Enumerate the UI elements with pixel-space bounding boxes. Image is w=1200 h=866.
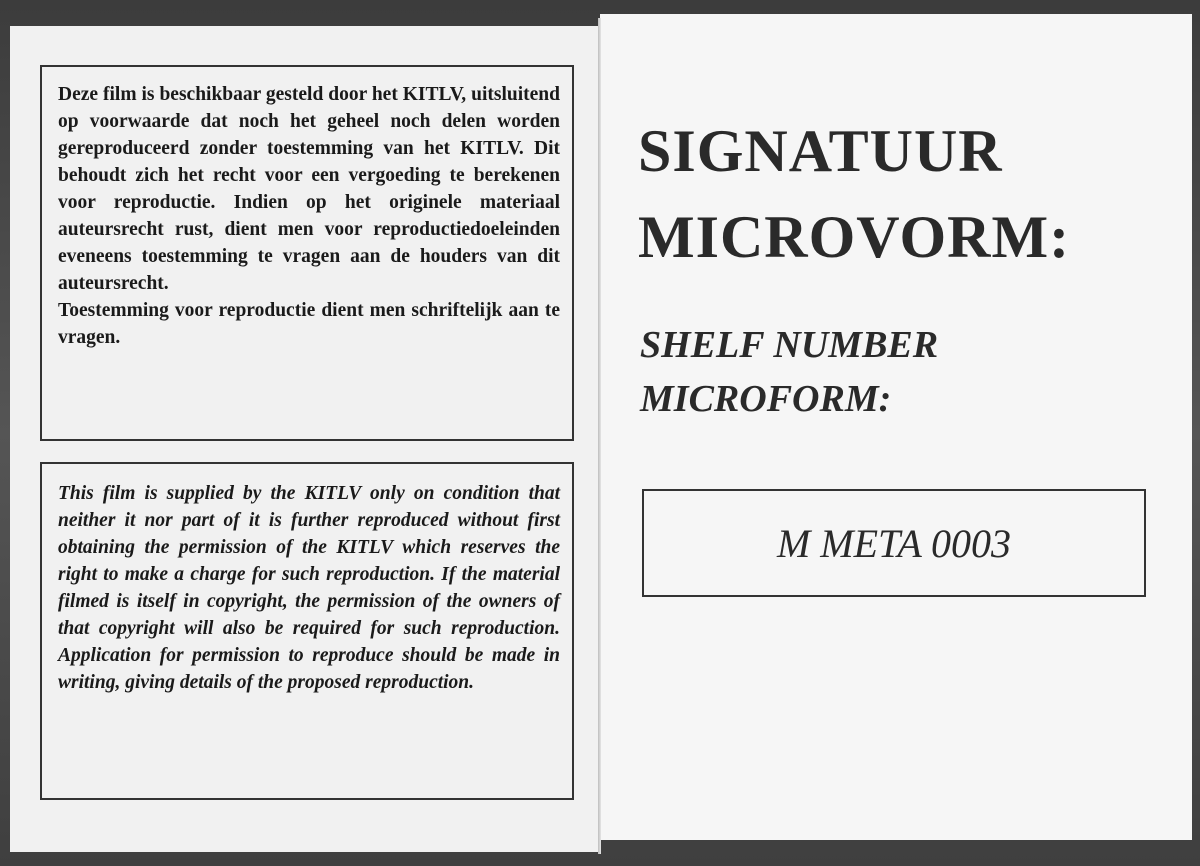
shelf-number-box [642,489,1146,597]
dutch-heading-line1: SIGNATUUR [638,118,1003,184]
english-heading [640,318,1160,426]
dutch-heading-line2: MICROVORM: [638,204,1071,270]
dutch-notice-request: Toestemming voor reproductie dient men schriftelijk aan te vragen. [58,300,560,348]
page-fold [598,18,601,854]
dutch-notice-paragraph: Deze film is beschikbaar gesteld door het KITLV, uitsluitend op voorwaarde dat noch het geheel noch delen worden gereproduceerd zonder toestemming van het KITLV. Dit behoudt zich het recht voor een vergoeding te berekenen voor reproductie. Indien op het originele materiaal auteursrecht rust, dient men voor reproductiedoeleinden eveneens toestemming te vragen aan de houders van dit auteursrecht. [58,84,560,294]
english-heading-line1: SHELF NUMBER [640,324,939,366]
english-heading-line2: MICROFORM: [640,378,892,420]
dutch-heading [638,108,1178,280]
english-notice-paragraph: This film is supplied by the KITLV only on condition that neither it nor part of it is further reproduced without first obtaining the permission of the KITLV which reserves the right to make a charge for such reproduction. If the material filmed is itself in copyright, the permission of the owners of that copyright will also be required for such reproduction. Application for permission to reproduce should be made in writing, giving details of the proposed reproduction. [58,483,560,693]
english-notice-box [40,462,574,800]
shelf-number: M META 0003 [776,520,1012,566]
dutch-notice-box [40,65,574,441]
